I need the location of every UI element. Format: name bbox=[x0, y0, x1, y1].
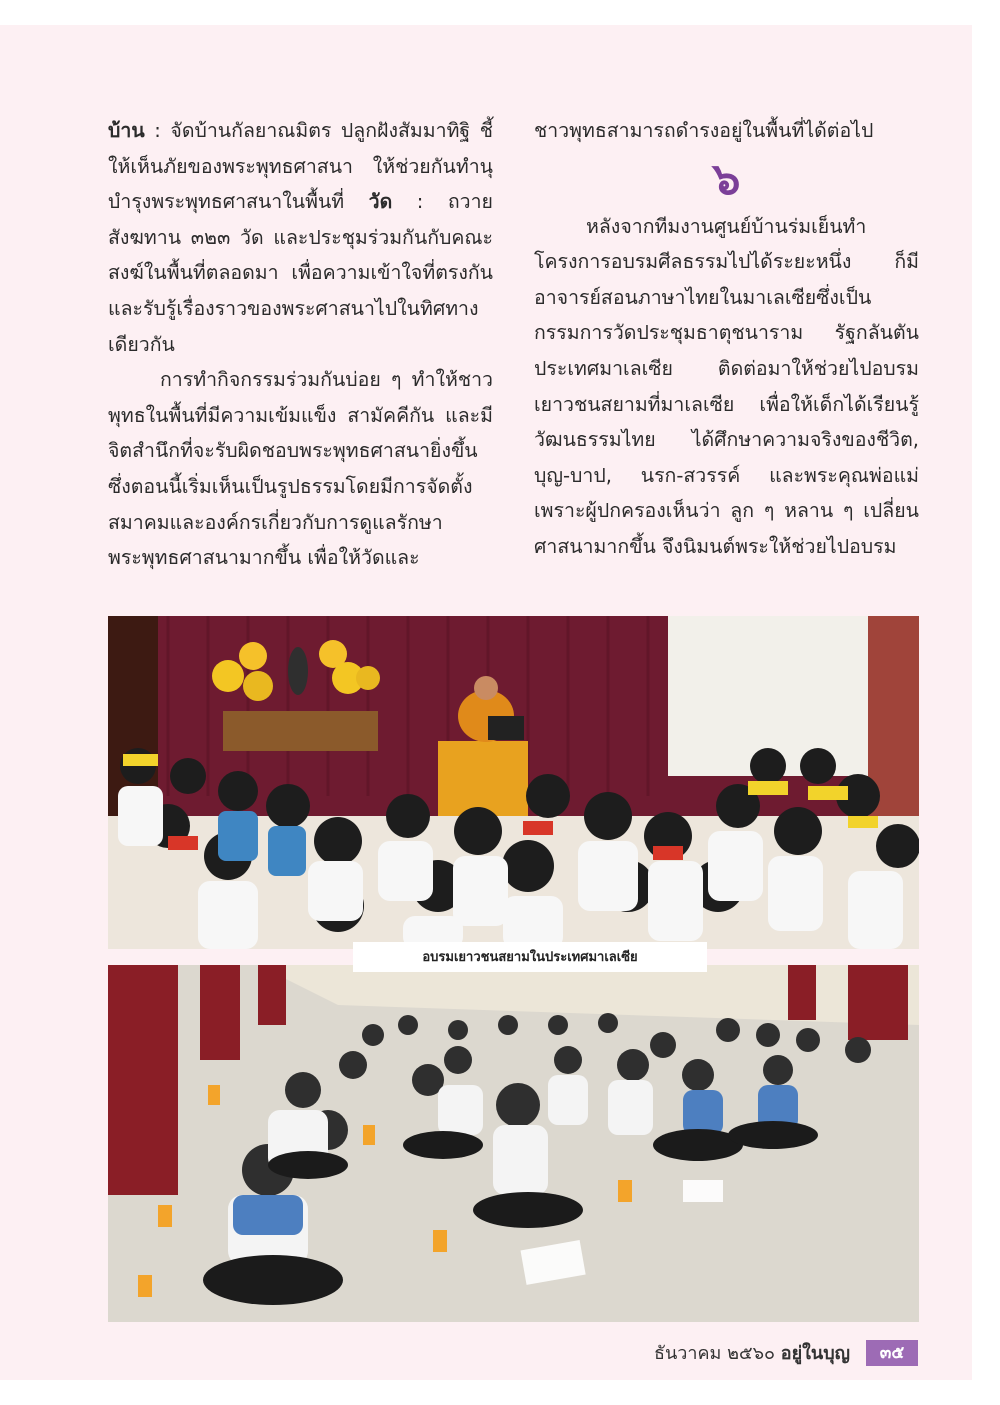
photo-lecture-hall bbox=[108, 616, 919, 949]
right-paragraph-2: หลังจากทีมงานศูนย์บ้านร่มเย็นทำโครงการอบรมศีลธรรมไปได้ระยะหนึ่ง ก็มีอาจารย์สอนภาษาไทยในมาเลเซียซึ่งเป็นกรรมการวัดประชุมธาตุชนาราม รัฐกลันตัน ประเทศมาเลเซีย ติดต่อมาให้ช่วยไปอบรมเยาวชนสยามที่มาเลเซีย เพื่อให้เด็กได้เรียนรู้วัฒนธรรมไทย ได้ศึกษาความจริงของชีวิต, บุญ-บาป, นรก-สวรรค์ และพระคุณพ่อแม่ เพราะผู้ปกครองเห็นว่า ลูก ๆ หลาน ๆ เปลี่ยนศาสนามากขึ้น จึงนิมนต์พระให้ช่วยไปอบรม bbox=[534, 214, 919, 558]
footer-issue bbox=[654, 1338, 850, 1367]
footer-magazine-name: อยู่ในบุญ bbox=[780, 1343, 850, 1364]
left-paragraph-1 bbox=[108, 113, 493, 362]
footer-date: ธันวาคม ๒๕๖๐ bbox=[654, 1343, 776, 1364]
label-home: บ้าน bbox=[108, 119, 145, 142]
left-paragraph-2: การทำกิจกรรมร่วมกันบ่อย ๆ ทำให้ชาวพุทธในพื้นที่มีความเข้มแข็ง สามัคคีกัน และมีจิตสำนึกที่จะรับผิดชอบพระพุทธศาสนายิ่งขึ้น ซึ่งตอนนี้เริ่มเห็นเป็นรูปธรรมโดยมีการจัดตั้งสมาคมและองค์กรเกี่ยวกับการดูแลรักษาพระพุทธศาสนามากขึ้น เพื่อให้วัดและ bbox=[108, 368, 493, 570]
left-paragraph-1-text-a: : จัดบ้านกัลยาณมิตร ปลูกฝังสัมมาทิฐิ ชี้ให้เห็นภัยของพระพุทธศาสนา ให้ช่วยกันทำนุบำรุงพระพุทธศาสนาในพื้นที่ bbox=[108, 119, 493, 214]
label-temple: วัด bbox=[368, 190, 393, 214]
photo-caption: อบรมเยาวชนสยามในประเทศมาเลเซีย bbox=[353, 942, 707, 972]
left-paragraph-1-text-b: : ถวายสังฆทาน ๓๒๓ วัด และประชุมร่วมกันกับคณะสงฆ์ในพื้นที่ตลอดมา เพื่อความเข้าใจที่ตรงกัน และรับรู้เรื่องราวของพระศาสนาไปในทิศทางเดียวกัน bbox=[108, 190, 493, 356]
left-text-column bbox=[108, 113, 493, 576]
photo-lecture-hall-illustration bbox=[108, 616, 919, 949]
photo-kneeling-youth-illustration bbox=[108, 965, 919, 1322]
page-number: ๓๕ bbox=[866, 1340, 918, 1366]
photo-kneeling-youth bbox=[108, 965, 919, 1322]
right-paragraph-1: ชาวพุทธสามารถดำรงอยู่ในพื้นที่ได้ต่อไป bbox=[534, 119, 874, 142]
section-number: ๖ bbox=[712, 153, 741, 205]
right-text-column bbox=[534, 113, 919, 565]
